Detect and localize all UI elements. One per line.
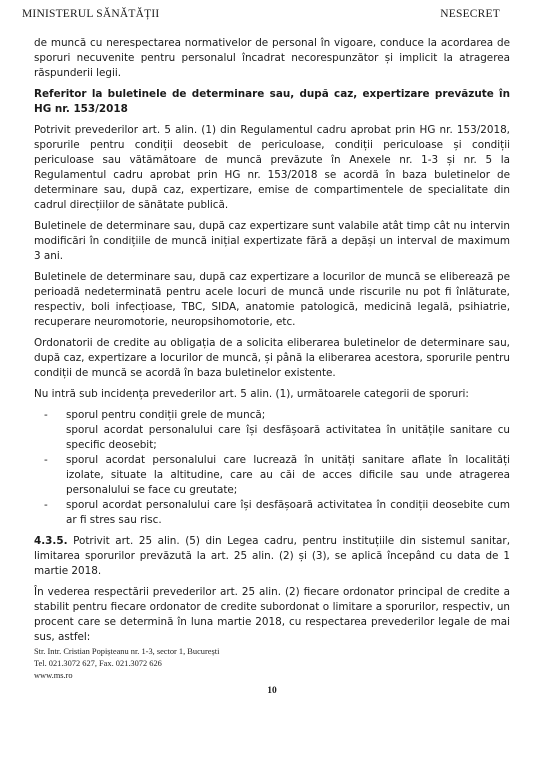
page-number: 10 — [267, 686, 277, 696]
paragraph-article-5: Potrivit prevederilor art. 5 alin. (1) din Regulamentul cadru aprobat prin HG nr. 153/2018, sporurile pentru condiții deosebit de periculoase, condiții periculoase și condiții periculoase sau vătămătoare de muncă prevăzute în Anexele nr. 1-3 și nr. 5 la Regulamentul cadru aprobat prin HG nr. 153/2018 se acordă în baza buletinelor de determinare sau, după caz, expertizare, emise de compartimentele de specialitate din cadrul direcțiilor de sănătate publică. — [34, 124, 510, 211]
list-item-text: sporul pentru condiții grele de muncă; — [66, 409, 266, 421]
list-item-text: sporul acordat personalului care își desfășoară activitatea în unitățile sanitare cu specific deosebit; — [66, 424, 510, 451]
list-item — [34, 498, 510, 528]
section-4-3-5 — [34, 534, 510, 579]
list-item — [34, 453, 510, 498]
footer-website: www.ms.ro — [34, 671, 73, 680]
bullet-marker: - — [44, 454, 48, 466]
footer-street: Str. Intr. Cristian Popișteanu nr. 1-3, sector 1, București — [34, 647, 220, 656]
list-item — [34, 408, 510, 453]
bullet-marker: - — [44, 499, 48, 511]
exceptions-list — [34, 408, 510, 528]
section-heading: Referitor la buletinele de determinare sau, după caz, expertizare prevăzute în HG nr. 153/2018 — [34, 88, 510, 115]
bullet-marker: - — [44, 409, 48, 421]
paragraph-indefinite: Buletinele de determinare sau, după caz expertizare a locurilor de muncă se eliberează pe perioadă nedeterminată pentru acele locuri de muncă unde riscurile nu pot fi înlăturate, respectiv, boli infecțioase, TBC, SIDA, anatomie patologică, medicină legală, psihiatrie, recuperare neuromotorie, neuropsihomotorie, etc. — [34, 271, 510, 328]
paragraph-limitation: În vederea respectării prevederilor art. 25 alin. (2) fiecare ordonator principal de credite a stabilit pentru fiecare ordonator de credite subordonat o limitare a sporurilor, respectiv, un procent care se determină în luna martie 2018, cu respectarea prevederilor legale de mai sus, astfel: — [34, 586, 510, 643]
document-body — [34, 36, 510, 651]
section-number: 4.3.5. — [34, 535, 68, 547]
footer-phone: Tel. 021.3072 627, Fax. 021.3072 626 — [34, 659, 162, 668]
paragraph-exceptions: Nu intră sub incidența prevederilor art. 5 alin. (1), următoarele categorii de sporuri: — [34, 388, 469, 400]
list-item-text: sporul acordat personalului care își desfășoară activitatea în condiții deosebite cum ar fi stres sau risc. — [66, 499, 510, 526]
paragraph-ordonatori: Ordonatorii de credite au obligația de a solicita eliberarea buletinelor de determinare sau, după caz, expertizare a locurilor de muncă, și până la eliberarea acestora, sporurile pentru condiții de muncă se acordă în baza buletinelor existente. — [34, 337, 510, 379]
header-classification: NESECRET — [440, 8, 500, 20]
section-text: Potrivit art. 25 alin. (5) din Legea cadru, pentru instituțiile din sistemul sanitar, limitarea sporurilor prevăzută la art. 25 alin. (2) și (3), se aplică începând cu data de 1 martie 2018. — [34, 535, 510, 577]
header-ministry: MINISTERUL SĂNĂTĂȚII — [22, 8, 160, 20]
footer-address — [34, 646, 219, 682]
paragraph-validity: Buletinele de determinare sau, după caz expertizare sunt valabile atât timp cât nu intervin modificări în condițiile de muncă inițial expertizate fără a depăși un interval de maximum 3 ani. — [34, 220, 510, 262]
paragraph-continuation: de muncă cu nerespectarea normativelor de personal în vigoare, conduce la acordarea de sporuri necuvenite pentru personalul încadrat necorespunzător și implicit la atragerea răspunderii legii. — [34, 37, 510, 79]
list-item-text: sporul acordat personalului care lucrează în unități sanitare aflate în localități izolate, situate la altitudine, care au căi de acces dificile sau unde atragerea personalului se face cu greutate; — [66, 454, 510, 496]
